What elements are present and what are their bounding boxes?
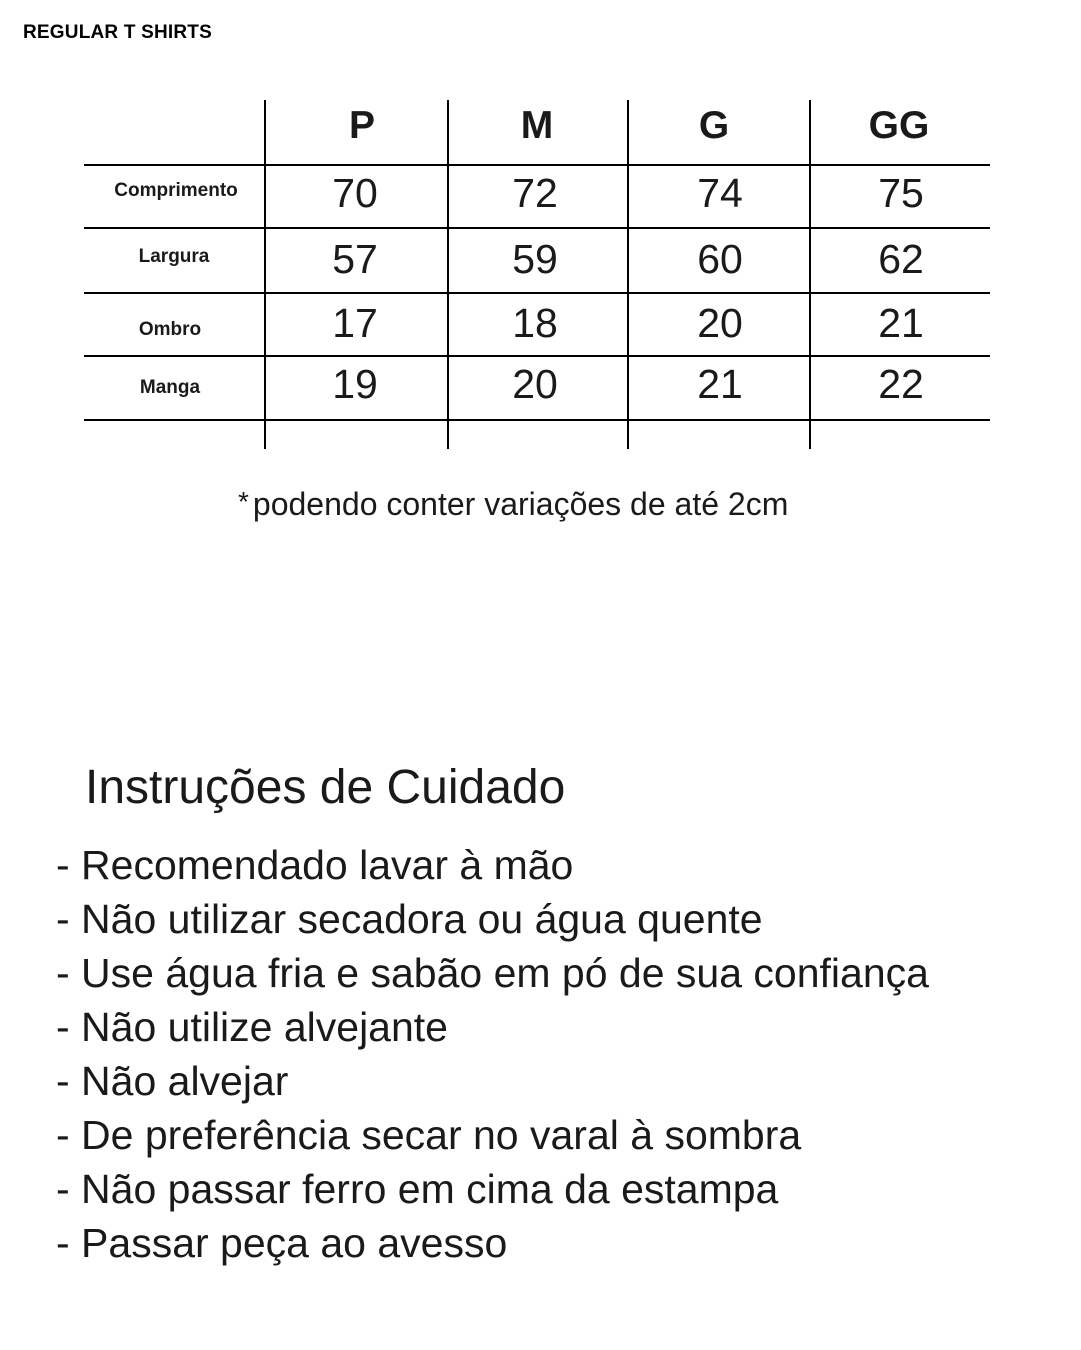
table-column-rule (627, 100, 629, 449)
care-item: - Não utilizar secadora ou água quente (56, 896, 763, 942)
table-cell: 72 (512, 170, 558, 216)
care-list (56, 838, 929, 1270)
table-cell: 21 (878, 300, 924, 346)
care-item: - De preferência secar no varal à sombra (56, 1112, 802, 1158)
table-rule (84, 292, 990, 294)
row-label-ombro: Ombro (138, 319, 202, 340)
care-item: - Use água fria e sabão em pó de sua confiança (56, 950, 929, 996)
table-rule (84, 227, 990, 229)
table-cell: 70 (332, 170, 378, 216)
table-cell: 74 (697, 170, 743, 216)
variation-note (238, 486, 788, 523)
table-cell: 62 (878, 236, 924, 282)
size-header-m: M (520, 104, 554, 147)
table-column-rule (447, 100, 449, 449)
table-column-rule (809, 100, 811, 449)
note-text: podendo conter variações de até 2cm (252, 486, 789, 522)
page-title: REGULAR T SHIRTS (23, 22, 212, 43)
table-cell: 75 (878, 170, 924, 216)
size-header-p: P (348, 104, 375, 147)
row-label-comprimento: Comprimento (114, 180, 238, 201)
care-item: - Passar peça ao avesso (56, 1220, 508, 1266)
table-cell: 21 (697, 361, 743, 407)
table-column-rule (264, 100, 266, 449)
table-cell: 22 (878, 361, 924, 407)
note-asterisk: * (238, 486, 249, 517)
table-cell: 57 (332, 236, 378, 282)
row-label-manga: Manga (139, 377, 201, 398)
size-header-gg: GG (868, 104, 930, 147)
care-title: Instruções de Cuidado (85, 761, 566, 814)
care-item: - Não alvejar (56, 1058, 289, 1104)
table-cell: 20 (512, 361, 558, 407)
table-cell: 18 (512, 300, 558, 346)
table-cell: 19 (332, 361, 378, 407)
table-rule (84, 419, 990, 421)
care-item: - Não passar ferro em cima da estampa (56, 1166, 779, 1212)
table-cell: 20 (697, 300, 743, 346)
table-cell: 17 (332, 300, 378, 346)
table-cell: 59 (512, 236, 558, 282)
care-item: - Recomendado lavar à mão (56, 842, 574, 888)
table-rule (84, 355, 990, 357)
table-rule (84, 164, 990, 166)
care-item: - Não utilize alvejante (56, 1004, 448, 1050)
row-label-largura: Largura (138, 246, 210, 267)
size-header-g: G (698, 104, 730, 147)
table-cell: 60 (697, 236, 743, 282)
